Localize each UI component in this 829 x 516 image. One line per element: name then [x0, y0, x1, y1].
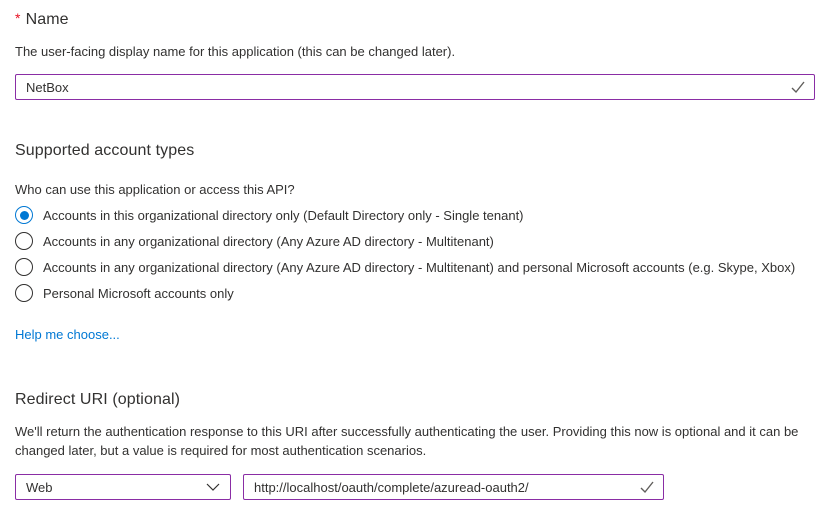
radio-option-multitenant-personal[interactable]: [15, 257, 795, 277]
chevron-down-icon: [206, 483, 220, 491]
platform-select[interactable]: [15, 474, 231, 500]
radio-option-label: Accounts in any organizational directory (Any Azure AD directory - Multitenant): [43, 233, 494, 249]
radio-option-single-tenant[interactable]: [15, 205, 524, 225]
radio-button-icon[interactable]: [15, 258, 33, 276]
help-me-choose-link[interactable]: Help me choose...: [15, 327, 120, 342]
radio-option-label: Personal Microsoft accounts only: [43, 285, 234, 301]
radio-option-multitenant[interactable]: [15, 231, 494, 251]
redirect-uri-input[interactable]: [244, 475, 639, 499]
name-section-title: [15, 10, 69, 29]
name-label-text: Name: [25, 11, 69, 28]
valid-checkmark-icon: [639, 480, 655, 494]
name-input[interactable]: [16, 75, 790, 99]
name-field-container: [15, 74, 815, 100]
redirect-uri-title: Redirect URI (optional): [15, 391, 181, 408]
radio-button-icon[interactable]: [15, 206, 33, 224]
redirect-uri-description: We'll return the authentication response to this URI after successfully authenticating the user. Providing this now is optional and it can be changed later, but a value is required for most authentication scenarios.: [15, 424, 799, 458]
supported-account-types-title: Supported account types: [15, 142, 195, 159]
radio-option-label: Accounts in any organizational directory (Any Azure AD directory - Multitenant) and personal Microsoft accounts (e.g. Skype, Xbox): [43, 259, 796, 275]
redirect-uri-field-container: [243, 474, 664, 500]
account-types-question: Who can use this application or access this API?: [15, 182, 295, 197]
radio-button-icon[interactable]: [15, 284, 33, 302]
valid-checkmark-icon: [790, 80, 806, 94]
radio-button-icon[interactable]: [15, 232, 33, 250]
radio-option-label: Accounts in this organizational directory only (Default Directory only - Single tenant): [43, 207, 524, 223]
radio-option-personal-only[interactable]: [15, 283, 234, 303]
required-asterisk: *: [15, 10, 21, 26]
platform-select-value: Web: [26, 479, 53, 495]
name-description: The user-facing display name for this application (this can be changed later).: [15, 44, 456, 59]
